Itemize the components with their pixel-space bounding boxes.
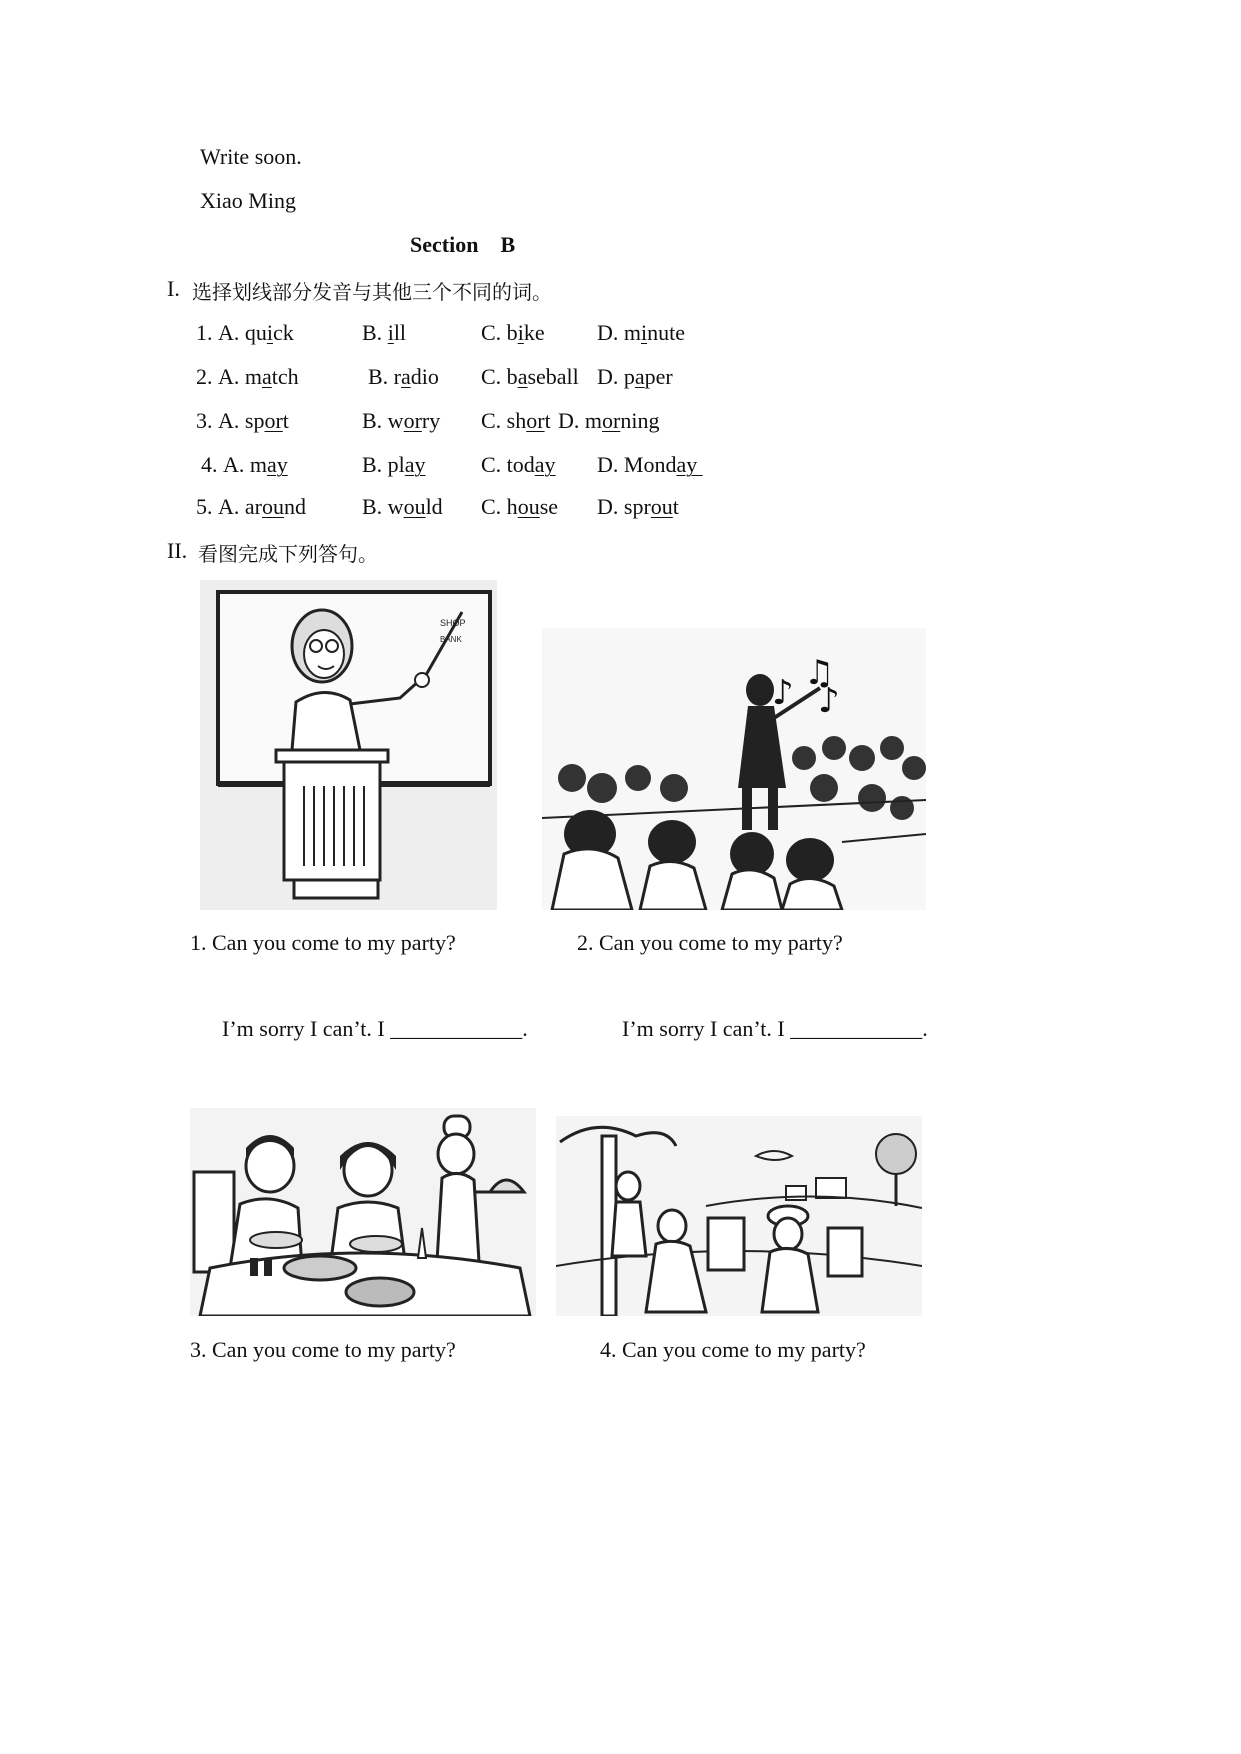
option-c: C. today xyxy=(481,452,556,477)
option-d: D. paper xyxy=(597,364,673,389)
option-d: D. sprout xyxy=(597,494,679,519)
teacher-illustration xyxy=(200,580,497,910)
question-3: 3. Can you come to my party? xyxy=(190,1337,456,1362)
painting-illustration xyxy=(556,1116,922,1316)
item-number: 4. xyxy=(201,452,218,477)
section-title: Section B xyxy=(410,232,516,257)
part2-numeral: II. xyxy=(167,538,188,563)
item-number: 5. xyxy=(196,494,213,519)
option-c: C. short xyxy=(481,408,551,433)
option-b: B. worry xyxy=(362,408,441,433)
painting-drawing xyxy=(556,1116,922,1316)
part1-numeral: I. xyxy=(167,276,180,301)
option-d: D. morning xyxy=(558,408,660,433)
option-a: A. around xyxy=(218,494,306,519)
question-2: 2. Can you come to my party? xyxy=(577,930,843,955)
option-b: B. ill xyxy=(362,320,407,345)
answer-2: I’m sorry I can’t. I ____________. xyxy=(622,1016,928,1041)
question-1: 1. Can you come to my party? xyxy=(190,930,456,955)
item-number: 1. xyxy=(196,320,213,345)
option-a: A. match xyxy=(218,364,299,389)
restaurant-illustration xyxy=(190,1108,536,1316)
question-4: 4. Can you come to my party? xyxy=(600,1337,866,1362)
item-number: 2. xyxy=(196,364,213,389)
option-b: B. play xyxy=(362,452,426,477)
music-note-icon: ♪ xyxy=(772,673,794,713)
option-a: A. sport xyxy=(218,408,289,433)
option-c: C. baseball xyxy=(481,364,579,389)
part1-instruction: 选择划线部分发音与其他三个不同的词。 xyxy=(192,280,552,304)
restaurant-drawing xyxy=(190,1108,536,1316)
letter-closing: Write soon. xyxy=(200,144,302,169)
music-note-icon: ♫ xyxy=(804,653,835,693)
board-word: BANK xyxy=(440,635,462,644)
letter-signature: Xiao Ming xyxy=(200,188,296,213)
music-note-icon: ♪ xyxy=(818,681,840,721)
item-number: 3. xyxy=(196,408,213,433)
option-b: B. radio xyxy=(368,364,439,389)
option-c: C. house xyxy=(481,494,559,519)
teacher-drawing xyxy=(200,580,497,910)
orchestra-illustration xyxy=(542,628,926,910)
orchestra-drawing xyxy=(542,628,926,910)
option-b: B. would xyxy=(362,494,443,519)
option-a: A. may xyxy=(223,452,288,477)
option-a: A. quick xyxy=(218,320,294,345)
part2-instruction: 看图完成下列答句。 xyxy=(198,542,378,566)
answer-1: I’m sorry I can’t. I ____________. xyxy=(222,1016,528,1041)
option-d: D. Monday xyxy=(597,452,703,477)
option-d: D. minute xyxy=(597,320,686,345)
option-c: C. bike xyxy=(481,320,545,345)
board-word: SHOP xyxy=(440,618,466,628)
